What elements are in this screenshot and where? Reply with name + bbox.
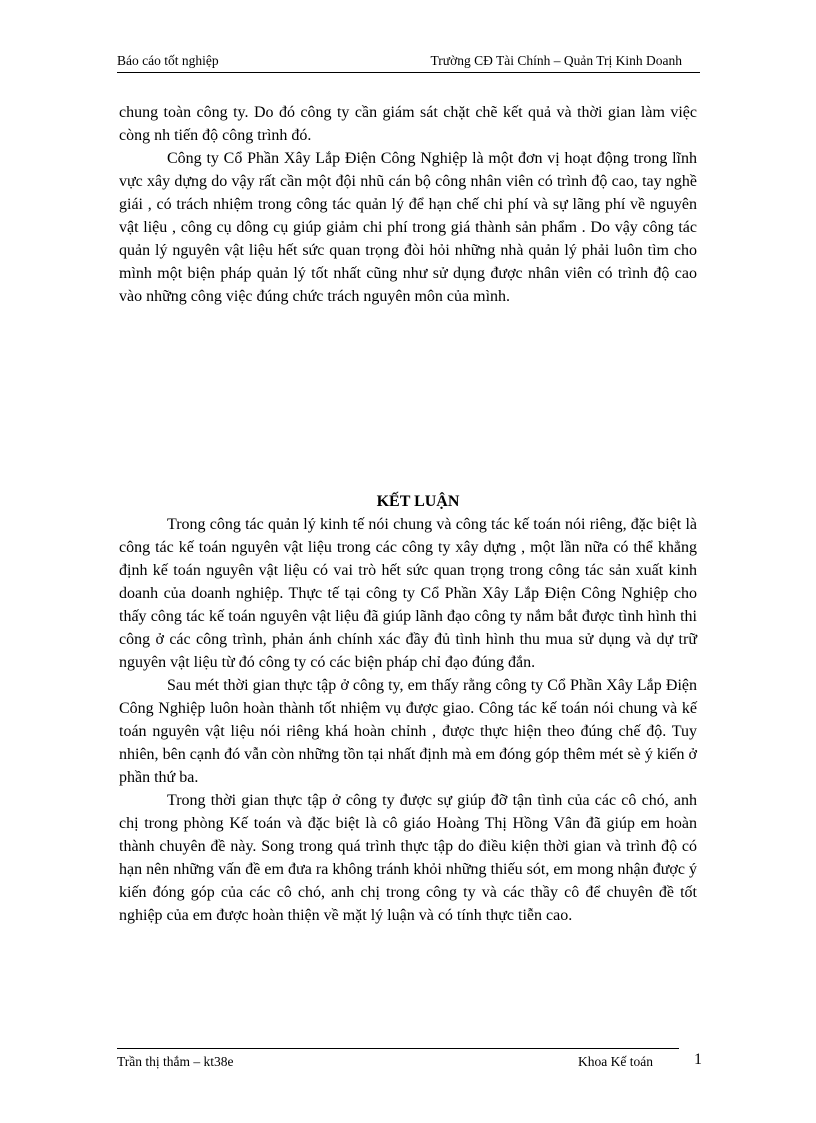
- paragraph: chung toàn công ty. Do đó công ty cần giám sát chặt chẽ kết quả và thời gian làm việc còng nh tiến độ công trình đó.: [119, 104, 697, 144]
- paragraph: Sau mét thời gian thực tập ở công ty, em thấy rằng công ty Cổ Phần Xây Lắp Điện Công Nghiệp luôn hoàn thành tốt nhiệm vụ được giao. Công tác kế toán nói chung và kế toán nguyên vật liệu nói riêng khá hoàn chỉnh , được thực hiện theo đúng chế độ. Tuy nhiên, bên cạnh đó vẫn còn những tồn tại nhất định mà em đóng góp thêm mét sè ý kiến ở phần thứ ba.: [119, 677, 697, 786]
- header-right-text: Trường CĐ Tài Chính – Quản Trị Kinh Doanh: [430, 53, 682, 68]
- page-header: [117, 53, 700, 73]
- section-title: KẾT LUẬN: [376, 493, 460, 510]
- paragraph: Công ty Cổ Phần Xây Lắp Điện Công Nghiệp là một đơn vị hoạt động trong lĩnh vực xây dựng do vậy rất cần một đội nhũ cán bộ công nhân viên có trình độ cao, tay nghề giái , có trách nhiệm trong công tác quản lý để hạn chế chi phí và sự lãng phí về nguyên vật liệu , công cụ dông cụ giúp giảm chi phí trong giá thành sản phẩm . Do vậy công tác quản lý nguyên vật liệu hết sức quan trọng đòi hỏi những nhà quản lý phải luôn tìm cho mình một biện pháp quản lý tốt nhất cũng như sử dụng được nhân viên có trình độ cao vào những công việc đúng chức trách nguyên môn của mình.: [119, 150, 697, 305]
- footer-author: Trần thị thắm – kt38e: [117, 1054, 234, 1069]
- blank-space: [119, 308, 697, 490]
- paragraph: Trong công tác quản lý kinh tế nói chung và công tác kế toán nói riêng, đặc biệt là công tác kế toán nguyên vật liệu trong các công ty xây dựng , một lần nữa có thể khẳng định kế toán nguyên vật liệu có vai trò hết sức quan trọng trong công tác sản xuất kinh doanh của doanh nghiệp. Thực tế tại công ty Cổ Phần Xây Lắp Điện Công Nghiệp cho thấy công tác kế toán nguyên vật liệu đã giúp lãnh đạo công ty nắm bắt được tình hình thi công ở các công trình, phản ánh chính xác đầy đủ tình hình thu mua sử dụng và dự trữ nguyên vật liệu từ đó công ty có các biện pháp chỉ đạo đúng đắn.: [119, 516, 697, 671]
- document-body: [119, 101, 697, 927]
- footer-department: Khoa Kế toán: [578, 1054, 653, 1069]
- page-footer: [117, 1048, 679, 1070]
- page-number: 1: [694, 1051, 702, 1068]
- header-left-text: Báo cáo tốt nghiệp: [117, 53, 219, 68]
- paragraph: Trong thời gian thực tập ở công ty được sự giúp đỡ tận tình của các cô chó, anh chị trong phòng Kế toán và đặc biệt là cô giáo Hoàng Thị Hồng Vân đã giúp em hoàn thành chuyên đề này. Song trong quá trình thực tập do điều kiện thời gian và trình độ có hạn nên những vấn đề em đưa ra không tránh khỏi những thiếu sót, em mong nhận được ý kiến đóng góp của các cô chó, anh chị trong công ty và các thầy cô để chuyên đề tốt nghiệp của em được hoàn thiện về mặt lý luận và có tính thực tiễn cao.: [119, 792, 697, 924]
